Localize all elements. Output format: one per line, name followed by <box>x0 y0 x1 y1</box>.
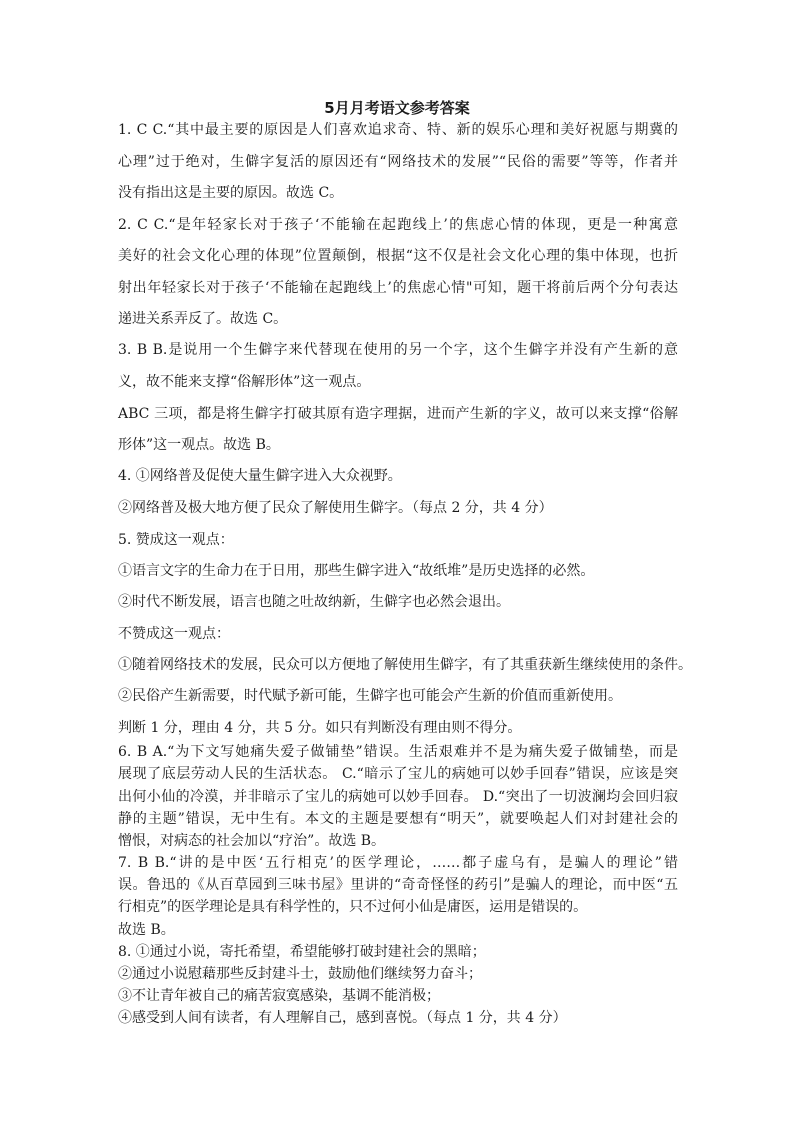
text-line: 静的主题”错误，无中生有。本文的主题是要想有“明天”，就要唤起人们对封建社会的 <box>118 811 678 827</box>
text-line: 5. 赞成这一观点： <box>118 532 234 548</box>
text-line: ③不让青年被自己的痛苦寂寞感染，基调不能消极； <box>118 988 440 1004</box>
text-line: 憎恨，对病态的社会加以“疗治”。故选 B。 <box>118 833 386 849</box>
text-line: 不赞成这一观点： <box>118 626 230 642</box>
text-line: 误。鲁迅的《从百草园到三味书屋》里讲的“奇奇怪怪的药引”是骗人的理论，而中医“五 <box>118 877 678 893</box>
text-line: 8. ①通过小说，寄托希望，希望能够打破封建社会的黑暗； <box>118 944 486 960</box>
text-line: 判断 1 分，理由 4 分，共 5 分。如只有判断没有理由则不得分。 <box>118 720 522 736</box>
text-line: ④感受到人间有读者，有人理解自己，感到喜悦。（每点 1 分，共 4 分） <box>118 1010 567 1026</box>
text-line: 行相克”的医学理论是具有科学性的，只不过何小仙是庸医，运用是错误的。 <box>118 899 588 915</box>
text-line: 故选 B。 <box>118 922 175 938</box>
text-line: ①随着网络技术的发展，民众可以方便地了解使用生僻字，有了其重获新生继续使用的条件。 <box>118 657 692 673</box>
text-line: ②时代不断发展，语言也随之吐故纳新，生僻字也必然会退出。 <box>118 594 510 610</box>
text-line: 4. ①网络普及促使大量生僻字进入大众视野。 <box>118 468 402 484</box>
text-line: 2. C C.“是年轻家长对于孩子‘不能输在起跑线上’的焦虑心情的体现，更是一种寓意 <box>118 217 678 233</box>
text-line: 美好的社会文化心理的体现”位置颠倒，根据“这不仅是社会文化心理的集中体现，也折 <box>118 248 678 264</box>
text-line: ②通过小说慰藉那些反封建斗士，鼓励他们继续努力奋斗； <box>118 966 482 982</box>
text-line: 1. C C.“其中最主要的原因是人们喜欢追求奇、特、新的娱乐心理和美好祝愿与期冀的 <box>118 122 678 138</box>
document-title: 5月月考语文参考答案 <box>324 99 470 117</box>
text-line: 射出年轻家长对于孩子‘不能输在起跑线上’的焦虑心情"可知，题干将前后两个分句表达 <box>118 280 678 296</box>
text-line: ②民俗产生新需要，时代赋予新可能，生僻字也可能会产生新的价值而重新使用。 <box>118 688 622 704</box>
text-line: ABC 三项，都是将生僻字打破其原有造字理据，进而产生新的字义，故可以来支撑“俗解 <box>118 406 678 422</box>
text-line: 义，故不能来支撑“俗解形体”这一观点。 <box>118 374 371 390</box>
text-line: 心理”过于绝对，生僻字复活的原因还有“网络技术的发展”“民俗的需要”等等，作者并 <box>118 154 678 170</box>
text-line: 6. B A.“为下文写她痛失爱子做铺垫”错误。生活艰难并不是为痛失爱子做铺垫，而是 <box>118 744 678 760</box>
text-line: 没有指出这是主要的原因。故选 C。 <box>118 185 344 201</box>
text-line: 递进关系弄反了。故选 C。 <box>118 311 288 327</box>
text-line: 展现了底层劳动人民的生活状态。 C.“暗示了宝儿的病她可以妙手回春”错误，应该是突 <box>118 766 678 782</box>
text-line: ①语言文字的生命力在于日用，那些生僻字进入“故纸堆”是历史选择的必然。 <box>118 563 595 579</box>
text-line: 形体”这一观点。故选 B。 <box>118 437 280 453</box>
text-line: 出何小仙的冷漠，并非暗示了宝儿的病她可以妙手回春。 D.“突出了一切波澜均会回归寂 <box>118 789 678 805</box>
text-line: 7. B B.“讲的是中医‘五行相克’的医学理论，……都子虚乌有，是骗人的理论”错 <box>118 855 678 871</box>
text-line: 3. B B.是说用一个生僻字来代替现在使用的另一个字，这个生僻字并没有产生新的意 <box>118 342 678 358</box>
text-line: ②网络普及极大地方便了民众了解使用生僻字。（每点 2 分，共 4 分） <box>118 500 553 516</box>
